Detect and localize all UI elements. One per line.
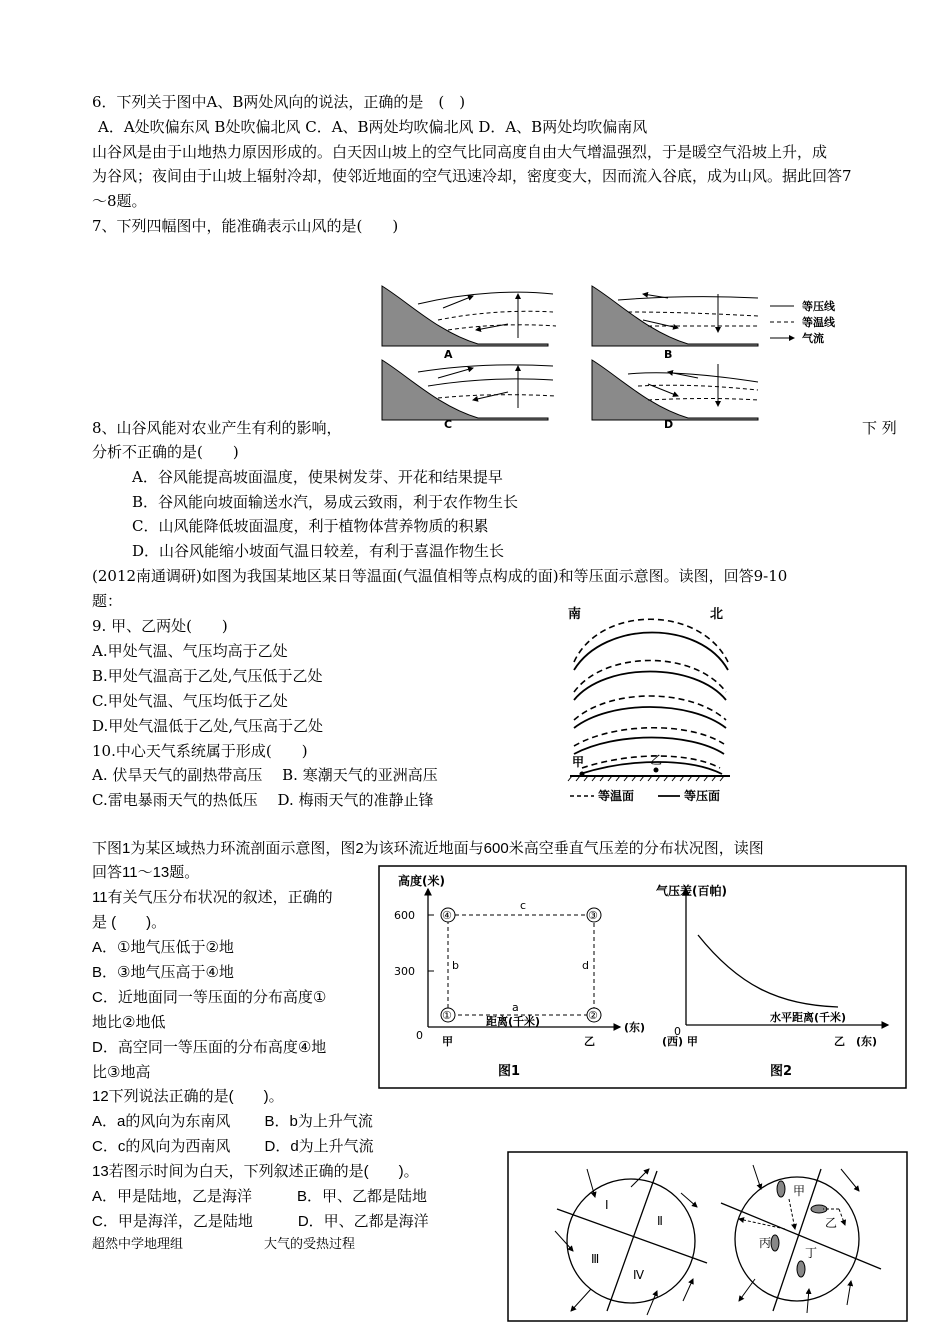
fig1-a: a: [512, 1001, 519, 1014]
fig1-xlabel: 距离(千米): [486, 1015, 541, 1028]
footer-school: 超然中学地理组: [92, 1237, 184, 1252]
fig2-xlabel: 水平距离(千米): [770, 1011, 847, 1024]
region-jia: 甲: [793, 1184, 806, 1198]
region-ii: Ⅱ: [657, 1214, 663, 1228]
fig2-east: 乙 (东): [834, 1035, 878, 1048]
label-north: 北: [710, 607, 724, 622]
intro7-line3: ～8题。: [92, 192, 147, 210]
intro7-line1: 山谷风是由于山地热力原因形成的。白天因山坡上的空气比同高度自由大气增温强烈，于是暖空气沿坡上升，成: [92, 143, 828, 161]
q8-option-c: C．山风能降低坡面温度，利于植物体营养物质的积累: [132, 517, 489, 535]
label-yi: 乙: [650, 753, 663, 767]
legend-isotherm: 等温线: [802, 316, 835, 329]
q13-stem: 13若图示时间为白天，下列叙述正确的是( )。: [92, 1163, 419, 1180]
panel-d: [592, 360, 758, 420]
q11-line2: 是 ( )。: [92, 914, 167, 931]
panel-b: [592, 286, 758, 346]
q10-line2: C.雷电暴雨天气的热低压 D. 梅雨天气的准静止锋: [92, 791, 434, 809]
legend: [770, 299, 836, 345]
intro11-line2: 回答11～13题。: [92, 864, 200, 881]
q12-stem: 12下列说法正确的是( )。: [92, 1088, 284, 1105]
q8-stem-left: 8、山谷风能对农业产生有利的影响，: [92, 419, 342, 437]
label-south: 南: [568, 607, 582, 622]
fig1-origin: 0: [416, 1029, 423, 1042]
q8-option-a: A．谷风能提高坡面温度，使果树发芽、开花和结果提早: [132, 468, 503, 486]
region-iii: Ⅲ: [591, 1252, 600, 1266]
panel-c: [382, 360, 556, 420]
q8-stem-line2: 分析不正确的是( ): [92, 443, 239, 461]
q12-line2: C．c的风向为西南风 D．d为上升气流: [92, 1138, 374, 1155]
q8-stem-right: 下 列: [862, 419, 897, 437]
figure-circulation: [378, 865, 908, 1090]
fig2-ylabel: 气压差(百帕): [656, 884, 727, 898]
fig1-ylabel: 高度(米): [398, 874, 445, 888]
fig1-p2: ②: [588, 1009, 598, 1022]
q11-line6: 地比②地低: [92, 1014, 166, 1031]
label-c: C: [444, 418, 453, 430]
label-d: D: [664, 418, 674, 430]
q11-line8: 比③地高: [92, 1064, 151, 1081]
legend-isobar-face: 等压面: [684, 789, 721, 803]
fig2-title: 图2: [770, 1064, 793, 1079]
fig1-c: c: [520, 899, 527, 912]
intro9-line1: (2012南通调研)如图为我国某地区某日等温面(气温值相等点构成的面)和等压面示意图。读图，回答9-10: [92, 567, 788, 585]
q11-line3: A．①地气压低于②地: [92, 939, 234, 956]
fig1-title: 图1: [498, 1064, 521, 1079]
q11-line1: 11有关气压分布状况的叙述，正确的: [92, 889, 333, 906]
q8-option-d: D．山谷风能缩小坡面气温日较差，有利于喜温作物生长: [132, 542, 505, 560]
label-jia: 甲: [572, 755, 585, 769]
q6-stem: 6．下列关于图中A、B两处风向的说法，正确的是 ( ): [92, 93, 466, 111]
panel-a: [382, 286, 556, 346]
region-i: Ⅰ: [605, 1198, 609, 1212]
q11-line4: B．③地气压高于④地: [92, 964, 234, 981]
q9-option-c: C.甲处气温、气压均低于乙处: [92, 692, 288, 710]
fig1-y300: 300: [394, 965, 415, 978]
q10-line1: A. 伏旱天气的副热带高压 B. 寒潮天气的亚洲高压: [92, 766, 438, 784]
legend-airflow: 气流: [802, 332, 824, 345]
figure-mountain-wind: [378, 282, 868, 430]
q13-line1: A．甲是陆地，乙是海洋 B．甲、乙都是陆地: [92, 1188, 428, 1205]
footer-topic: 大气的受热过程: [264, 1237, 356, 1252]
fig1-yi: 乙: [584, 1035, 595, 1048]
fig2-origin: 0: [674, 1025, 681, 1038]
q9-option-d: D.甲处气温低于乙处,气压高于乙处: [92, 717, 324, 735]
q13-line2: C．甲是海洋，乙是陆地 D．甲、乙都是海洋: [92, 1213, 429, 1230]
intro9-line2: 题：: [92, 592, 123, 610]
fig1-p1: ①: [442, 1009, 452, 1022]
q9-stem: 9. 甲、乙两处( ): [92, 617, 228, 635]
q8-option-b: B．谷风能向坡面输送水汽，易成云致雨，利于农作物生长: [132, 493, 519, 511]
figure-pressure-circles: [507, 1151, 909, 1323]
fig1-b: b: [452, 959, 459, 972]
fig1-p4: ④: [442, 909, 452, 922]
fig1-p3: ③: [588, 909, 598, 922]
fig1-east: (东): [624, 1021, 646, 1034]
region-bing: 丙: [759, 1236, 772, 1250]
q11-line5: C．近地面同一等压面的分布高度①: [92, 989, 327, 1006]
label-a: A: [444, 348, 453, 361]
q12-line1: A．a的风向为东南风 B．b为上升气流: [92, 1113, 373, 1130]
intro7-line2: 为谷风；夜间由于山坡上辐射冷却，使邻近地面的空气迅速冷却，密度变大，因而流入谷底，成为山风。据此回答7: [92, 167, 852, 185]
q9-option-a: A.甲处气温、气压均高于乙处: [92, 642, 288, 660]
fig1-y600: 600: [394, 909, 415, 922]
q7-stem: 7、下列四幅图中，能准确表示山风的是( ): [92, 217, 399, 235]
label-b: B: [664, 348, 673, 361]
intro11-line1: 下图1为某区域热力环流剖面示意图，图2为该环流近地面与600米高空垂直气压差的分布状况图，读图: [92, 840, 764, 857]
legend-isobar: 等压线: [802, 300, 835, 313]
region-iv: Ⅳ: [633, 1268, 645, 1282]
fig1-jia: 甲: [442, 1035, 453, 1048]
q9-option-b: B.甲处气温高于乙处,气压低于乙处: [92, 667, 323, 685]
legend-isotherm-face: 等温面: [598, 789, 635, 803]
fig2-west: (西) 甲: [662, 1035, 698, 1048]
q6-options: A．A处吹偏东风 B处吹偏北风 C．A、B两处均吹偏北风 D．A、B两处均吹偏南风: [98, 118, 648, 136]
figure-isotherm-isobar: [560, 600, 770, 805]
region-ding: 丁: [805, 1246, 818, 1260]
region-yi: 乙: [825, 1216, 838, 1230]
fig1-d: d: [582, 959, 589, 972]
q10-stem: 10.中心天气系统属于形成( ): [92, 742, 308, 760]
q11-line7: D．高空同一等压面的分布高度④地: [92, 1039, 327, 1056]
